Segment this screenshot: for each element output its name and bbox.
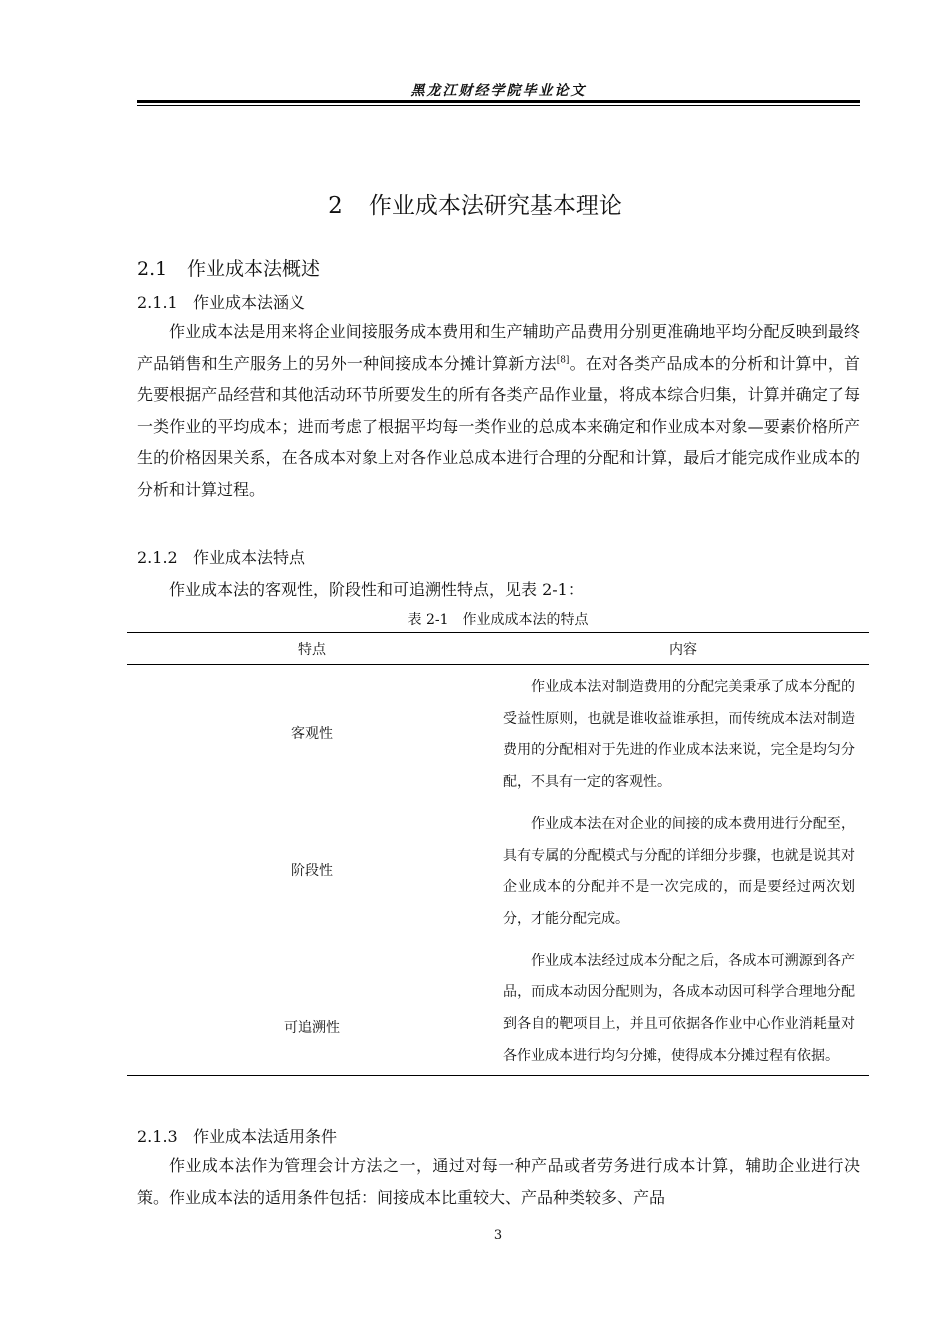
- subsection-title-3: 作业成本法适用条件: [193, 1127, 338, 1146]
- section-heading: [137, 254, 320, 281]
- paragraph-applicable-conditions: 作业成本法作为管理会计方法之一，通过对每一种产品或者劳务进行成本计算，辅助企业进行决策。作业成本法的适用条件包括：间接成本比重较大、产品种类较多、产品: [137, 1156, 860, 1207]
- subsection-heading-3: [137, 1124, 337, 1147]
- paragraph-definition-part-b: 。在对各类产品成本的分析和计算中，首先要根据产品经营和其他活动环节所要发生的所有各类产品作业量，将成本综合归集，计算并确定了每一类作业的平均成本；进而考虑了根据平均每一类作业的总成本来确定和作业成本对象—要素价格所产生的价格因果关系，在各成本对象上对各作业总成本进行合理的分配和计算，最后才能完成作业成本的分析和计算过程。: [137, 353, 860, 499]
- table-cell-content-text: 作业成本法对制造费用的分配完美秉承了成本分配的受益性原则，也就是谁收益谁承担，而传统成本法对制造费用的分配相对于先进的作业成本法来说，完全是均匀分配，不具有一定的客观性。: [503, 679, 855, 791]
- table-cell-content: [497, 802, 869, 939]
- table-header-content: 内容: [497, 633, 869, 665]
- table-caption: 表 2-1 作业成成本法的特点: [407, 612, 589, 628]
- citation-8: [8]: [556, 355, 570, 366]
- chapter-title: [0, 187, 950, 220]
- chapter-title-text: 作业成本法研究基本理论: [368, 193, 622, 219]
- header-rule-thin: [137, 105, 860, 106]
- subsection-heading-1: [137, 290, 305, 313]
- subsection-heading-2: [137, 545, 305, 568]
- subsection-title-2: 作业成本法特点: [193, 548, 306, 567]
- table-row: [127, 939, 869, 1076]
- chapter-number: 2: [328, 193, 343, 219]
- subsection-number-2: 2.1.2: [137, 548, 178, 567]
- table-cell-content: [497, 665, 869, 802]
- table-header-feature: 特点: [127, 633, 497, 665]
- subsection-title-1: 作业成本法涵义: [193, 293, 306, 312]
- section-title: 作业成本法概述: [187, 258, 321, 280]
- table-cell-content-text: 作业成本法在对企业的间接的成本费用进行分配至，具有专属的分配模式与分配的详细分步骤，也就是说其对企业成本的分配并不是一次完成的，而是要经过两次划分，才能分配完成。: [503, 815, 855, 927]
- header-rule-thick: [137, 100, 860, 103]
- section-number: 2.1: [137, 258, 168, 280]
- subsection-number-3: 2.1.3: [137, 1127, 178, 1146]
- features-table: [127, 632, 869, 1076]
- page-number: 3: [493, 1228, 503, 1243]
- table-cell-content: [497, 939, 869, 1076]
- table-cell-feature: 阶段性: [291, 863, 333, 880]
- table-cell-content-text: 作业成本法经过成本分配之后，各成本可溯源到各产品，而成本动因分配则为，各成本动因可科学合理地分配到各自的靶项目上，并且可依据各作业中心作业消耗量对各作业成本进行均匀分摊，使得成本分摊过程有依据。: [503, 952, 855, 1064]
- table-row: [127, 802, 869, 939]
- paragraph-definition-part-a: 作业成本法是用来将企业间接服务成本费用和生产辅助产品费用分别更准确地平均分配反映到最终产品销售和生产服务上的另外一种间接成本分摊计算新方法: [137, 322, 860, 373]
- table-cell-feature: 客观性: [291, 726, 333, 743]
- paragraph-definition: [137, 316, 860, 505]
- subsection-number-1: 2.1.1: [137, 293, 178, 312]
- table-cell-feature: 可追溯性: [127, 939, 497, 1076]
- table-row: [127, 665, 869, 802]
- running-header: 黑龙江财经学院毕业论文: [410, 83, 587, 99]
- table-header-row: [127, 633, 869, 665]
- paragraph-features-intro: 作业成本法的客观性，阶段性和可追溯性特点，见表 2-1：: [169, 580, 584, 599]
